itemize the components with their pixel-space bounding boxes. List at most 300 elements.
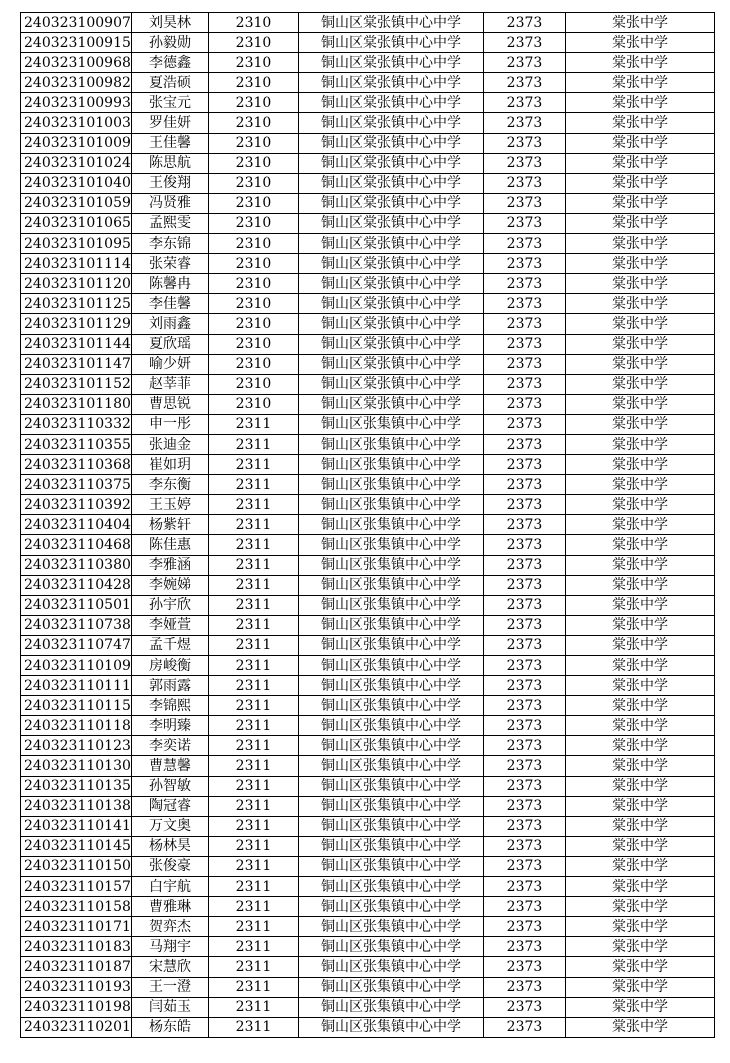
school-code-cell: 2311: [209, 937, 299, 957]
exam-number-cell: 240323110380: [21, 555, 132, 575]
exam-number-cell: 240323110123: [21, 736, 132, 756]
target-code-cell: 2373: [484, 455, 566, 475]
target-school-cell: 棠张中学: [566, 736, 715, 756]
target-code-cell: 2373: [484, 414, 566, 434]
target-school-cell: 棠张中学: [566, 495, 715, 515]
school-code-cell: 2311: [209, 495, 299, 515]
target-code-cell: 2373: [484, 515, 566, 535]
table-row: [21, 374, 715, 394]
target-school-cell: 棠张中学: [566, 374, 715, 394]
table-row: [21, 917, 715, 937]
student-name-cell: 李佳馨: [132, 294, 209, 314]
target-code-cell: 2373: [484, 213, 566, 233]
student-name-cell: 孙智敏: [132, 776, 209, 796]
school-code-cell: 2311: [209, 635, 299, 655]
table-row: [21, 254, 715, 274]
student-name-cell: 马翔宇: [132, 937, 209, 957]
table-row: [21, 897, 715, 917]
student-name-cell: 张荣睿: [132, 254, 209, 274]
student-name-cell: 夏浩硕: [132, 73, 209, 93]
student-name-cell: 孟熙雯: [132, 213, 209, 233]
exam-number-cell: 240323110183: [21, 937, 132, 957]
target-school-cell: 棠张中学: [566, 555, 715, 575]
target-school-cell: 棠张中学: [566, 254, 715, 274]
table-row: [21, 756, 715, 776]
target-school-cell: 棠张中学: [566, 113, 715, 133]
target-school-cell: 棠张中学: [566, 897, 715, 917]
table-row: [21, 153, 715, 173]
target-code-cell: 2373: [484, 73, 566, 93]
table-row: [21, 856, 715, 876]
school-name-cell: 铜山区张集镇中心中学: [299, 615, 484, 635]
school-code-cell: 2311: [209, 455, 299, 475]
target-school-cell: 棠张中学: [566, 153, 715, 173]
target-school-cell: 棠张中学: [566, 997, 715, 1017]
target-code-cell: 2373: [484, 696, 566, 716]
target-code-cell: 2373: [484, 977, 566, 997]
school-code-cell: 2311: [209, 515, 299, 535]
school-code-cell: 2310: [209, 254, 299, 274]
target-school-cell: 棠张中学: [566, 656, 715, 676]
table-row: [21, 314, 715, 334]
target-code-cell: 2373: [484, 294, 566, 314]
school-name-cell: 铜山区张集镇中心中学: [299, 475, 484, 495]
school-code-cell: 2310: [209, 93, 299, 113]
exam-number-cell: 240323101095: [21, 234, 132, 254]
exam-number-cell: 240323101152: [21, 374, 132, 394]
school-code-cell: 2311: [209, 475, 299, 495]
student-name-cell: 陈佳惠: [132, 535, 209, 555]
target-code-cell: 2373: [484, 716, 566, 736]
target-code-cell: 2373: [484, 334, 566, 354]
target-school-cell: 棠张中学: [566, 234, 715, 254]
school-name-cell: 铜山区张集镇中心中学: [299, 434, 484, 454]
exam-number-cell: 240323110392: [21, 495, 132, 515]
table-row: [21, 977, 715, 997]
school-code-cell: 2311: [209, 434, 299, 454]
target-school-cell: 棠张中学: [566, 535, 715, 555]
target-school-cell: 棠张中学: [566, 13, 715, 33]
target-school-cell: 棠张中学: [566, 977, 715, 997]
school-name-cell: 铜山区张集镇中心中学: [299, 455, 484, 475]
school-name-cell: 铜山区棠张镇中心中学: [299, 234, 484, 254]
school-name-cell: 铜山区张集镇中心中学: [299, 676, 484, 696]
exam-number-cell: 240323110368: [21, 455, 132, 475]
school-name-cell: 铜山区张集镇中心中学: [299, 696, 484, 716]
school-name-cell: 铜山区棠张镇中心中学: [299, 93, 484, 113]
school-code-cell: 2310: [209, 314, 299, 334]
student-name-cell: 刘雨鑫: [132, 314, 209, 334]
table-row: [21, 294, 715, 314]
exam-number-cell: 240323110375: [21, 475, 132, 495]
student-name-cell: 罗佳妍: [132, 113, 209, 133]
target-school-cell: 棠张中学: [566, 394, 715, 414]
exam-number-cell: 240323110158: [21, 897, 132, 917]
target-school-cell: 棠张中学: [566, 856, 715, 876]
exam-number-cell: 240323101120: [21, 274, 132, 294]
school-code-cell: 2311: [209, 776, 299, 796]
school-code-cell: 2310: [209, 294, 299, 314]
school-name-cell: 铜山区棠张镇中心中学: [299, 334, 484, 354]
exam-number-cell: 240323110332: [21, 414, 132, 434]
exam-number-cell: 240323101144: [21, 334, 132, 354]
student-name-cell: 张迪金: [132, 434, 209, 454]
target-code-cell: 2373: [484, 53, 566, 73]
target-school-cell: 棠张中学: [566, 756, 715, 776]
target-school-cell: 棠张中学: [566, 314, 715, 334]
target-code-cell: 2373: [484, 816, 566, 836]
student-name-cell: 陶冠睿: [132, 796, 209, 816]
target-code-cell: 2373: [484, 796, 566, 816]
table-row: [21, 193, 715, 213]
school-name-cell: 铜山区棠张镇中心中学: [299, 173, 484, 193]
target-school-cell: 棠张中学: [566, 575, 715, 595]
exam-number-cell: 240323100982: [21, 73, 132, 93]
target-code-cell: 2373: [484, 13, 566, 33]
school-name-cell: 铜山区张集镇中心中学: [299, 897, 484, 917]
student-name-cell: 夏欣瑶: [132, 334, 209, 354]
school-name-cell: 铜山区张集镇中心中学: [299, 736, 484, 756]
school-code-cell: 2311: [209, 877, 299, 897]
student-name-cell: 李娅萱: [132, 615, 209, 635]
school-code-cell: 2311: [209, 917, 299, 937]
school-code-cell: 2311: [209, 696, 299, 716]
exam-number-cell: 240323110118: [21, 716, 132, 736]
student-name-cell: 李德鑫: [132, 53, 209, 73]
target-code-cell: 2373: [484, 274, 566, 294]
school-code-cell: 2311: [209, 736, 299, 756]
student-name-cell: 曹思锐: [132, 394, 209, 414]
table-row: [21, 414, 715, 434]
target-school-cell: 棠张中学: [566, 877, 715, 897]
student-name-cell: 王玉婷: [132, 495, 209, 515]
table-row: [21, 234, 715, 254]
target-school-cell: 棠张中学: [566, 414, 715, 434]
table-row: [21, 274, 715, 294]
exam-number-cell: 240323110404: [21, 515, 132, 535]
student-name-cell: 闫茹玉: [132, 997, 209, 1017]
target-code-cell: 2373: [484, 957, 566, 977]
exam-number-cell: 240323110109: [21, 656, 132, 676]
exam-number-cell: 240323110201: [21, 1017, 132, 1037]
student-name-cell: 申一彤: [132, 414, 209, 434]
student-name-cell: 王俊翔: [132, 173, 209, 193]
exam-number-cell: 240323100907: [21, 13, 132, 33]
student-name-cell: 陈思航: [132, 153, 209, 173]
school-code-cell: 2311: [209, 555, 299, 575]
exam-number-cell: 240323100968: [21, 53, 132, 73]
target-school-cell: 棠张中学: [566, 696, 715, 716]
school-name-cell: 铜山区棠张镇中心中学: [299, 213, 484, 233]
school-name-cell: 铜山区棠张镇中心中学: [299, 274, 484, 294]
target-code-cell: 2373: [484, 836, 566, 856]
school-code-cell: 2311: [209, 615, 299, 635]
school-code-cell: 2310: [209, 73, 299, 93]
school-name-cell: 铜山区棠张镇中心中学: [299, 314, 484, 334]
school-name-cell: 铜山区棠张镇中心中学: [299, 33, 484, 53]
exam-number-cell: 240323101003: [21, 113, 132, 133]
table-row: [21, 475, 715, 495]
school-code-cell: 2310: [209, 113, 299, 133]
school-code-cell: 2310: [209, 213, 299, 233]
target-code-cell: 2373: [484, 394, 566, 414]
exam-number-cell: 240323110145: [21, 836, 132, 856]
table-row: [21, 73, 715, 93]
school-name-cell: 铜山区张集镇中心中学: [299, 957, 484, 977]
school-code-cell: 2310: [209, 234, 299, 254]
target-school-cell: 棠张中学: [566, 334, 715, 354]
target-code-cell: 2373: [484, 434, 566, 454]
table-body: [21, 13, 715, 1038]
student-name-cell: 房峻衡: [132, 656, 209, 676]
target-code-cell: 2373: [484, 193, 566, 213]
target-school-cell: 棠张中学: [566, 937, 715, 957]
school-code-cell: 2311: [209, 977, 299, 997]
exam-number-cell: 240323110111: [21, 676, 132, 696]
student-name-cell: 李奕诺: [132, 736, 209, 756]
target-code-cell: 2373: [484, 555, 566, 575]
table-row: [21, 354, 715, 374]
target-school-cell: 棠张中学: [566, 475, 715, 495]
target-code-cell: 2373: [484, 495, 566, 515]
school-code-cell: 2310: [209, 274, 299, 294]
student-name-cell: 李雅涵: [132, 555, 209, 575]
student-name-cell: 万文奥: [132, 816, 209, 836]
school-name-cell: 铜山区张集镇中心中学: [299, 656, 484, 676]
exam-number-cell: 240323110157: [21, 877, 132, 897]
target-code-cell: 2373: [484, 113, 566, 133]
student-name-cell: 张宝元: [132, 93, 209, 113]
school-name-cell: 铜山区张集镇中心中学: [299, 917, 484, 937]
school-name-cell: 铜山区棠张镇中心中学: [299, 394, 484, 414]
table-row: [21, 656, 715, 676]
school-code-cell: 2310: [209, 53, 299, 73]
table-row: [21, 495, 715, 515]
exam-number-cell: 240323100915: [21, 33, 132, 53]
target-school-cell: 棠张中学: [566, 1017, 715, 1037]
school-name-cell: 铜山区张集镇中心中学: [299, 796, 484, 816]
school-code-cell: 2311: [209, 656, 299, 676]
target-code-cell: 2373: [484, 475, 566, 495]
school-code-cell: 2311: [209, 595, 299, 615]
school-name-cell: 铜山区棠张镇中心中学: [299, 73, 484, 93]
school-name-cell: 铜山区棠张镇中心中学: [299, 113, 484, 133]
table-row: [21, 93, 715, 113]
student-name-cell: 陈馨冉: [132, 274, 209, 294]
target-school-cell: 棠张中学: [566, 776, 715, 796]
student-name-cell: 杨东皓: [132, 1017, 209, 1037]
table-row: [21, 535, 715, 555]
table-row: [21, 33, 715, 53]
exam-number-cell: 240323110747: [21, 635, 132, 655]
student-name-cell: 李东衡: [132, 475, 209, 495]
target-code-cell: 2373: [484, 615, 566, 635]
school-code-cell: 2310: [209, 33, 299, 53]
exam-number-cell: 240323110193: [21, 977, 132, 997]
target-code-cell: 2373: [484, 1017, 566, 1037]
school-code-cell: 2310: [209, 334, 299, 354]
target-school-cell: 棠张中学: [566, 434, 715, 454]
target-code-cell: 2373: [484, 756, 566, 776]
exam-number-cell: 240323110135: [21, 776, 132, 796]
table-row: [21, 736, 715, 756]
target-code-cell: 2373: [484, 254, 566, 274]
table-row: [21, 173, 715, 193]
table-row: [21, 716, 715, 736]
target-school-cell: 棠张中学: [566, 595, 715, 615]
student-name-cell: 刘昊林: [132, 13, 209, 33]
school-name-cell: 铜山区张集镇中心中学: [299, 716, 484, 736]
table-row: [21, 133, 715, 153]
student-name-cell: 李明臻: [132, 716, 209, 736]
school-code-cell: 2311: [209, 897, 299, 917]
school-name-cell: 铜山区张集镇中心中学: [299, 535, 484, 555]
table-row: [21, 213, 715, 233]
target-code-cell: 2373: [484, 153, 566, 173]
school-name-cell: 铜山区张集镇中心中学: [299, 977, 484, 997]
student-name-cell: 李锦熙: [132, 696, 209, 716]
school-name-cell: 铜山区张集镇中心中学: [299, 414, 484, 434]
school-code-cell: 2311: [209, 716, 299, 736]
exam-number-cell: 240323101125: [21, 294, 132, 314]
table-row: [21, 575, 715, 595]
target-code-cell: 2373: [484, 354, 566, 374]
target-school-cell: 棠张中学: [566, 354, 715, 374]
student-table: [20, 12, 715, 1038]
table-row: [21, 53, 715, 73]
exam-number-cell: 240323110468: [21, 535, 132, 555]
target-school-cell: 棠张中学: [566, 515, 715, 535]
target-code-cell: 2373: [484, 897, 566, 917]
table-row: [21, 615, 715, 635]
student-name-cell: 杨紫轩: [132, 515, 209, 535]
student-name-cell: 郭雨露: [132, 676, 209, 696]
exam-number-cell: 240323110141: [21, 816, 132, 836]
target-code-cell: 2373: [484, 917, 566, 937]
student-name-cell: 李婉娣: [132, 575, 209, 595]
school-name-cell: 铜山区张集镇中心中学: [299, 635, 484, 655]
exam-number-cell: 240323101040: [21, 173, 132, 193]
target-code-cell: 2373: [484, 234, 566, 254]
exam-number-cell: 240323101180: [21, 394, 132, 414]
exam-number-cell: 240323110738: [21, 615, 132, 635]
student-name-cell: 杨林昊: [132, 836, 209, 856]
table-row: [21, 796, 715, 816]
school-code-cell: 2311: [209, 676, 299, 696]
school-code-cell: 2310: [209, 374, 299, 394]
target-school-cell: 棠张中学: [566, 455, 715, 475]
exam-number-cell: 240323101009: [21, 133, 132, 153]
exam-number-cell: 240323101114: [21, 254, 132, 274]
target-school-cell: 棠张中学: [566, 274, 715, 294]
school-code-cell: 2311: [209, 997, 299, 1017]
target-code-cell: 2373: [484, 535, 566, 555]
target-code-cell: 2373: [484, 33, 566, 53]
school-name-cell: 铜山区张集镇中心中学: [299, 575, 484, 595]
school-name-cell: 铜山区张集镇中心中学: [299, 877, 484, 897]
target-school-cell: 棠张中学: [566, 796, 715, 816]
target-code-cell: 2373: [484, 736, 566, 756]
school-name-cell: 铜山区张集镇中心中学: [299, 495, 484, 515]
school-code-cell: 2311: [209, 957, 299, 977]
school-code-cell: 2311: [209, 816, 299, 836]
school-code-cell: 2311: [209, 836, 299, 856]
school-name-cell: 铜山区棠张镇中心中学: [299, 193, 484, 213]
target-school-cell: 棠张中学: [566, 33, 715, 53]
target-code-cell: 2373: [484, 877, 566, 897]
school-name-cell: 铜山区棠张镇中心中学: [299, 354, 484, 374]
school-name-cell: 铜山区棠张镇中心中学: [299, 133, 484, 153]
target-code-cell: 2373: [484, 374, 566, 394]
school-code-cell: 2311: [209, 856, 299, 876]
table-row: [21, 434, 715, 454]
table-row: [21, 816, 715, 836]
school-code-cell: 2310: [209, 193, 299, 213]
student-name-cell: 孟千煜: [132, 635, 209, 655]
exam-number-cell: 240323110501: [21, 595, 132, 615]
school-name-cell: 铜山区棠张镇中心中学: [299, 13, 484, 33]
table-row: [21, 555, 715, 575]
exam-number-cell: 240323101147: [21, 354, 132, 374]
school-name-cell: 铜山区张集镇中心中学: [299, 515, 484, 535]
target-code-cell: 2373: [484, 133, 566, 153]
school-name-cell: 铜山区棠张镇中心中学: [299, 374, 484, 394]
target-code-cell: 2373: [484, 635, 566, 655]
school-code-cell: 2311: [209, 796, 299, 816]
target-school-cell: 棠张中学: [566, 193, 715, 213]
target-code-cell: 2373: [484, 856, 566, 876]
table-row: [21, 696, 715, 716]
school-code-cell: 2311: [209, 414, 299, 434]
target-code-cell: 2373: [484, 93, 566, 113]
table-row: [21, 937, 715, 957]
school-name-cell: 铜山区张集镇中心中学: [299, 595, 484, 615]
school-name-cell: 铜山区棠张镇中心中学: [299, 153, 484, 173]
table-row: [21, 957, 715, 977]
student-name-cell: 孙毅勋: [132, 33, 209, 53]
school-code-cell: 2310: [209, 173, 299, 193]
target-school-cell: 棠张中学: [566, 836, 715, 856]
school-code-cell: 2310: [209, 394, 299, 414]
student-name-cell: 曹慧馨: [132, 756, 209, 776]
school-name-cell: 铜山区张集镇中心中学: [299, 937, 484, 957]
table-row: [21, 515, 715, 535]
table-row: [21, 394, 715, 414]
school-name-cell: 铜山区张集镇中心中学: [299, 756, 484, 776]
table-row: [21, 776, 715, 796]
table-row: [21, 595, 715, 615]
target-code-cell: 2373: [484, 997, 566, 1017]
table-row: [21, 997, 715, 1017]
student-name-cell: 贺弈杰: [132, 917, 209, 937]
target-school-cell: 棠张中学: [566, 93, 715, 113]
school-code-cell: 2310: [209, 133, 299, 153]
table-row: [21, 334, 715, 354]
student-name-cell: 曹雅琳: [132, 897, 209, 917]
exam-number-cell: 240323110355: [21, 434, 132, 454]
exam-number-cell: 240323110138: [21, 796, 132, 816]
target-code-cell: 2373: [484, 575, 566, 595]
school-code-cell: 2311: [209, 756, 299, 776]
student-name-cell: 宋慧欣: [132, 957, 209, 977]
school-code-cell: 2311: [209, 535, 299, 555]
exam-number-cell: 240323101059: [21, 193, 132, 213]
school-name-cell: 铜山区张集镇中心中学: [299, 776, 484, 796]
school-name-cell: 铜山区棠张镇中心中学: [299, 294, 484, 314]
table-row: [21, 113, 715, 133]
target-school-cell: 棠张中学: [566, 816, 715, 836]
table-row: [21, 455, 715, 475]
